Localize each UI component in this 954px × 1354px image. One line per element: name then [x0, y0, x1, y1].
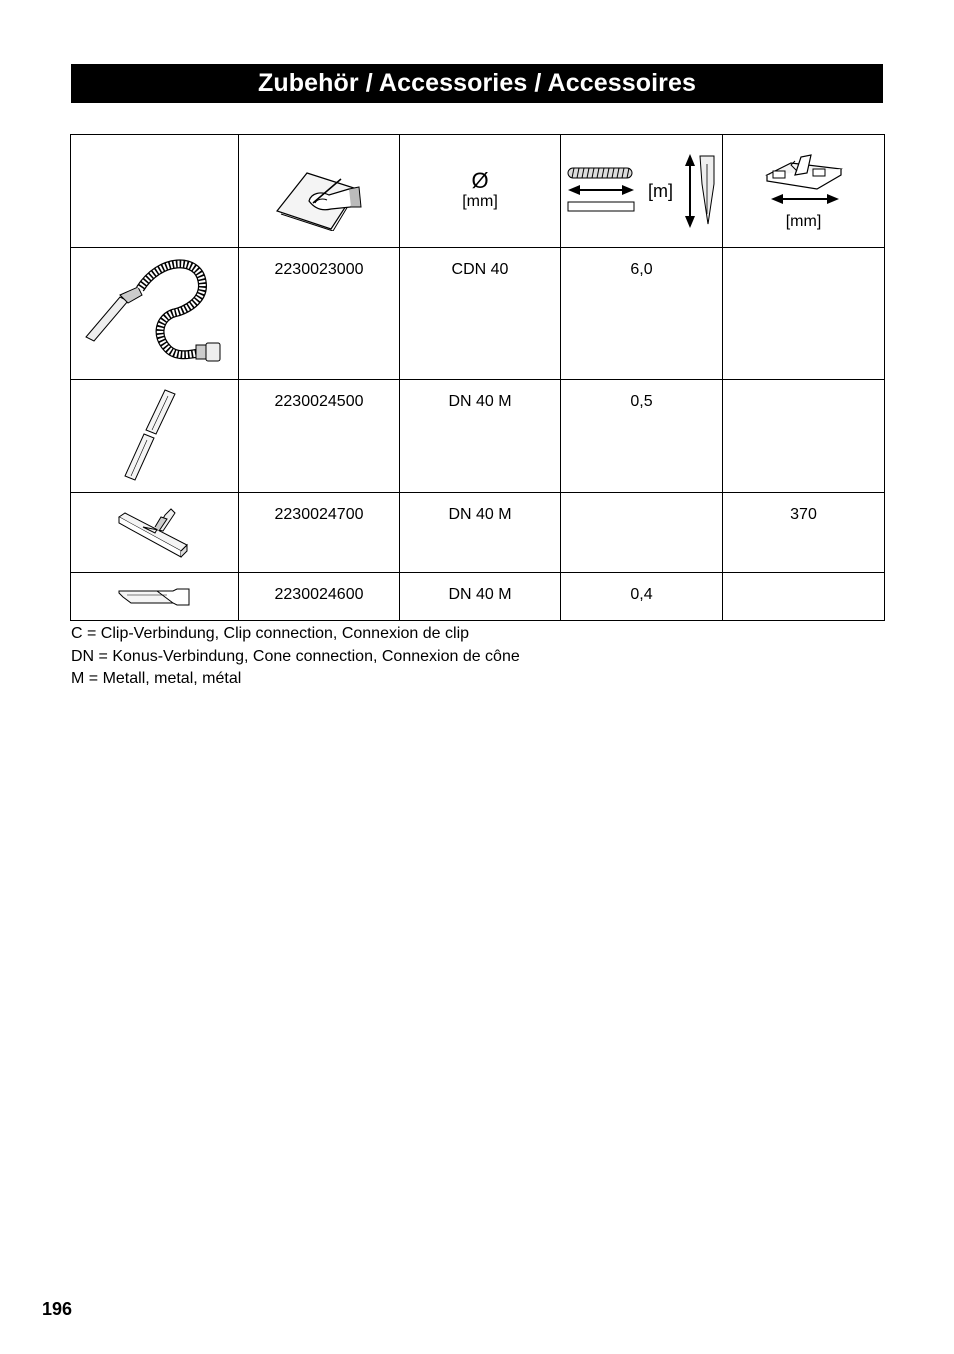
page-number: 196	[42, 1299, 73, 1319]
diameter-value: DN 40 M	[448, 393, 512, 410]
diameter-symbol: Ø	[471, 168, 489, 193]
part-number: 2230024700	[274, 506, 364, 523]
diameter-cell	[400, 248, 561, 380]
floor-nozzle-icon	[115, 505, 195, 561]
length-cell	[561, 573, 723, 621]
part-number-cell	[239, 573, 400, 621]
part-number: 2230023000	[274, 261, 364, 278]
note-clip: C = Clip-Verbindung, Clip connection, Connexion de clip	[71, 625, 470, 642]
length-value	[561, 493, 722, 506]
part-number-cell	[239, 248, 400, 380]
height-arrow-icon	[684, 154, 718, 228]
page-title: Zubehör / Accessories / Accessoires	[71, 64, 883, 103]
suction-hose-icon	[80, 259, 230, 369]
legend-notes	[71, 623, 520, 691]
extension-tubes-icon	[110, 388, 200, 484]
length-unit: [m]	[648, 180, 673, 201]
header-length-cell	[561, 135, 723, 248]
table-row	[71, 248, 885, 380]
floor-nozzle-image-cell	[71, 493, 239, 573]
header-width-cell	[723, 135, 885, 248]
table-row	[71, 380, 885, 493]
accessories-table	[70, 134, 885, 621]
table-row	[71, 493, 885, 573]
crevice-nozzle-image-cell	[71, 573, 239, 621]
header-image-cell	[71, 135, 239, 248]
suction-hose-image-cell	[71, 248, 239, 380]
extension-tubes-image-cell	[71, 380, 239, 493]
table-row	[71, 573, 885, 621]
diameter-value: DN 40 M	[448, 506, 512, 523]
length-value: 0,5	[630, 393, 653, 410]
width-value	[723, 380, 884, 393]
note-metal: M = Metall, metal, métal	[71, 670, 242, 687]
width-value	[723, 248, 884, 261]
width-cell	[723, 493, 885, 573]
diameter-value: DN 40 M	[448, 586, 512, 603]
width-cell	[723, 380, 885, 493]
part-number: 2230024600	[274, 586, 364, 603]
length-cell	[561, 493, 723, 573]
width-cell	[723, 248, 885, 380]
diameter-value: CDN 40	[451, 261, 509, 278]
diameter-cell	[400, 573, 561, 621]
hose-length-icon	[566, 164, 638, 218]
floor-nozzle-width-icon	[761, 151, 847, 217]
length-cell	[561, 248, 723, 380]
diameter-unit: [mm]	[462, 193, 498, 210]
crevice-nozzle-icon	[117, 587, 193, 607]
note-cone: DN = Konus-Verbindung, Cone connection, Connexion de cône	[71, 647, 520, 665]
diameter-cell	[400, 493, 561, 573]
width-value: 370	[790, 506, 817, 523]
header-diameter-cell	[400, 135, 561, 248]
width-cell	[723, 573, 885, 621]
length-value: 0,4	[630, 586, 653, 603]
width-unit: [mm]	[785, 213, 822, 230]
diameter-cell	[400, 380, 561, 493]
table-header-row	[71, 135, 885, 248]
part-number-cell	[239, 380, 400, 493]
part-number: 2230024500	[274, 393, 364, 410]
length-value: 6,0	[630, 261, 653, 278]
part-number-cell	[239, 493, 400, 573]
header-order-number-cell	[239, 135, 400, 248]
order-hand-writing-icon	[269, 151, 369, 231]
length-cell	[561, 380, 723, 493]
width-value	[723, 573, 884, 586]
